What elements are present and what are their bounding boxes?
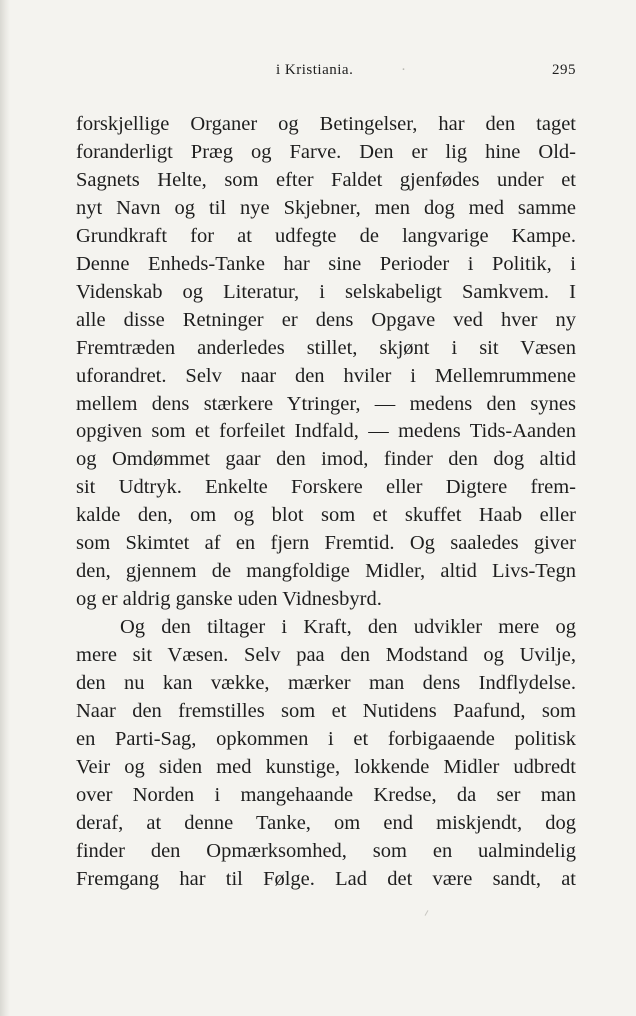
stray-print-mark <box>425 910 429 916</box>
running-title: i Kristiania. <box>276 62 354 78</box>
text-line: Videnskab og Literatur, i selskabeligt Samkvem. I <box>76 280 576 303</box>
text-line: nyt Navn og til nye Skjebner, men dog med samme <box>76 196 576 219</box>
text-line: foranderligt Præg og Farve. Den er lig hine Old- <box>76 140 576 163</box>
text-line: over Norden i mangehaande Kredse, da ser man <box>76 783 576 806</box>
text-line: Fremgang har til Følge. Lad det være sandt, at <box>76 867 576 890</box>
page-edge-shadow <box>0 0 10 1016</box>
text-line: mellem dens stærkere Ytringer, — medens den synes <box>76 392 576 415</box>
paragraph-end-line: og er aldrig ganske uden Vidnesbyrd. <box>76 588 382 611</box>
text-line: uforandret. Selv naar den hviler i Mellemrummene <box>76 364 576 387</box>
body-text <box>76 111 576 894</box>
running-header <box>76 62 576 84</box>
text-line: Grundkraft for at udfegte de langvarige Kampe. <box>76 224 576 247</box>
text-line: Veir og siden med kunstige, lokkende Midler udbredt <box>76 755 576 778</box>
text-line: kalde den, om og blot som et skuffet Haab eller <box>76 504 576 527</box>
text-line: Denne Enheds-Tanke har sine Perioder i Politik, i <box>76 252 576 275</box>
text-line: forskjellige Organer og Betingelser, har den taget <box>76 113 576 135</box>
paragraph-start-line: Og den tiltager i Kraft, den udvikler mere og <box>120 616 576 639</box>
header-dot: · <box>401 62 407 78</box>
text-line: den nu kan vække, mærker man dens Indflydelse. <box>76 672 576 695</box>
text-line: finder den Opmærksomhed, som en ualmindelig <box>76 839 576 862</box>
text-line: en Parti-Sag, opkommen i et forbigaaende politisk <box>76 727 576 750</box>
text-line: deraf, at denne Tanke, om end miskjendt, dog <box>76 811 576 834</box>
text-line: Sagnets Helte, som efter Faldet gjenfødes under et <box>76 168 576 191</box>
text-line: mere sit Væsen. Selv paa den Modstand og Uvilje, <box>76 644 576 667</box>
text-line: og Omdømmet gaar den imod, finder den dog altid <box>76 448 576 471</box>
text-line: den, gjennem de mangfoldige Midler, altid Livs-Tegn <box>76 560 576 583</box>
text-line: Fremtræden anderledes stillet, skjønt i sit Væsen <box>76 336 576 359</box>
text-line: opgiven som et forfeilet Indfald, — medens Tids-Aanden <box>76 420 576 443</box>
text-line: Naar den fremstilles som et Nutidens Paafund, som <box>76 700 576 723</box>
text-line: sit Udtryk. Enkelte Forskere eller Digtere frem- <box>76 476 576 499</box>
text-line: som Skimtet af en fjern Fremtid. Og saaledes giver <box>76 532 576 555</box>
page-number: 295 <box>552 62 576 78</box>
text-line: alle disse Retninger er dens Opgave ved hver ny <box>76 308 576 331</box>
